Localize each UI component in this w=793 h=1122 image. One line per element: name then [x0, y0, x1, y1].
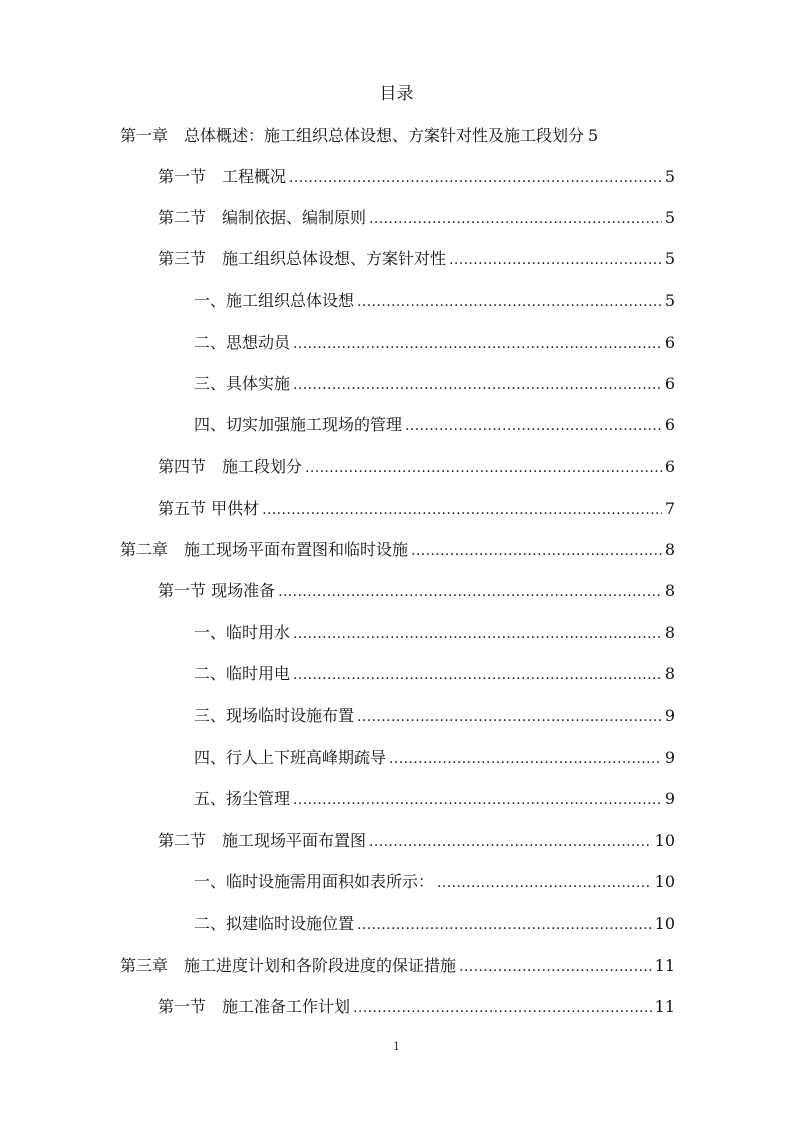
toc-page-number: 6 [664, 457, 675, 476]
toc-entry[interactable] [194, 661, 675, 687]
toc-page-number: 11 [654, 956, 675, 975]
toc-dot-leader [369, 829, 652, 855]
toc-page-number: 7 [664, 499, 675, 518]
toc-entry-label: 第五节 甲供材 [158, 499, 260, 518]
toc-page-number: 10 [654, 872, 675, 891]
toc-entry[interactable] [194, 288, 675, 314]
toc-page-number: 8 [664, 664, 675, 683]
toc-entry-label: 四、切实加强施工现场的管理 [194, 415, 403, 434]
toc-dot-leader [459, 954, 652, 980]
toc-dot-leader [411, 538, 662, 564]
toc-page-number: 10 [654, 831, 675, 850]
toc-page-number: 9 [664, 706, 675, 725]
toc-dot-leader [278, 579, 662, 605]
toc-entry-label: 第三节 施工组织总体设想、方案针对性 [158, 249, 447, 268]
toc-page-number: 5 [664, 208, 675, 227]
toc-dot-leader [293, 372, 662, 398]
toc-entry-label: 第一节 施工准备工作计划 [158, 997, 351, 1016]
toc-dot-leader [357, 912, 652, 938]
toc-page-number: 8 [664, 581, 675, 600]
toc-entry[interactable] [194, 786, 675, 812]
toc-entry-label: 第二章 施工现场平面布置图和临时设施 [120, 540, 409, 559]
toc-page-number: 6 [664, 333, 675, 352]
toc-entry[interactable] [158, 828, 675, 854]
toc-dot-leader [369, 206, 662, 232]
toc-page-number: 5 [664, 167, 675, 186]
toc-entry[interactable] [158, 164, 675, 190]
toc-entry[interactable] [194, 412, 675, 438]
toc-page-number: 9 [664, 789, 675, 808]
toc-entry[interactable] [194, 869, 675, 895]
toc-entry[interactable] [194, 330, 675, 356]
toc-entry[interactable] [158, 496, 675, 522]
toc-entry-label: 一、临时设施需用面积如表所示： [194, 872, 435, 891]
toc-entry-label: 五、扬尘管理 [194, 789, 291, 808]
toc-dot-leader [449, 247, 662, 273]
toc-dot-leader [293, 787, 662, 813]
toc-dot-leader [293, 662, 662, 688]
toc-entry-label: 第二节 编制依据、编制原则 [158, 208, 367, 227]
toc-page-number: 8 [664, 540, 675, 559]
toc-dot-leader [305, 455, 662, 481]
toc-entry[interactable] [194, 745, 675, 771]
toc-page-number: 10 [654, 914, 675, 933]
toc-entry[interactable] [120, 953, 675, 979]
toc-entry[interactable] [194, 911, 675, 937]
toc-entry[interactable] [194, 371, 675, 397]
toc-entry-label: 第四节 施工段划分 [158, 457, 303, 476]
toc-entry-label: 二、思想动员 [194, 333, 291, 352]
toc-dot-leader [262, 497, 662, 523]
toc-entry[interactable] [120, 123, 675, 149]
toc-page-number: 5 [664, 291, 675, 310]
toc-entry-label: 第三章 施工进度计划和各阶段进度的保证措施 [120, 956, 457, 975]
toc-page-number: 6 [664, 415, 675, 434]
toc-entry-label: 四、行人上下班高峰期疏导 [194, 748, 387, 767]
toc-entry-label: 一、临时用水 [194, 623, 291, 642]
toc-dot-leader [293, 331, 662, 357]
toc-page-number: 5 [588, 126, 599, 145]
toc-dot-leader [437, 870, 652, 896]
toc-entry[interactable] [158, 205, 675, 231]
page-number-footer: 1 [393, 1040, 400, 1053]
toc-entry[interactable] [158, 994, 675, 1020]
toc-dot-leader [293, 621, 662, 647]
toc-entry-label: 第一章 总体概述：施工组织总体设想、方案针对性及施工段划分 [120, 126, 585, 145]
toc-entry-label: 二、拟建临时设施位置 [194, 914, 355, 933]
toc-entry[interactable] [194, 703, 675, 729]
toc-entry[interactable] [120, 537, 675, 563]
toc-page-number: 5 [664, 249, 675, 268]
toc-entry[interactable] [158, 246, 675, 272]
toc-page-number: 8 [664, 623, 675, 642]
toc-entry-label: 第一节 工程概况 [158, 167, 287, 186]
toc-page-number: 6 [664, 374, 675, 393]
toc-entry-label: 二、临时用电 [194, 664, 291, 683]
toc-dot-leader [357, 289, 662, 315]
toc-entry-label: 第二节 施工现场平面布置图 [158, 831, 367, 850]
toc-page-number: 11 [654, 997, 675, 1016]
toc-dot-leader [353, 995, 652, 1021]
page-title: 目录 [379, 84, 414, 104]
toc-entry-label: 一、施工组织总体设想 [194, 291, 355, 310]
toc-page-number: 9 [664, 748, 675, 767]
toc-entry-label: 三、现场临时设施布置 [194, 706, 355, 725]
toc-dot-leader [357, 704, 662, 730]
toc-entry[interactable] [158, 578, 675, 604]
toc-dot-leader [289, 165, 662, 191]
toc-entry[interactable] [194, 620, 675, 646]
toc-entry-label: 三、具体实施 [194, 374, 291, 393]
toc-entry-label: 第一节 现场准备 [158, 581, 276, 600]
toc-dot-leader [405, 413, 662, 439]
toc-dot-leader [389, 746, 662, 772]
toc-entry[interactable] [158, 454, 675, 480]
